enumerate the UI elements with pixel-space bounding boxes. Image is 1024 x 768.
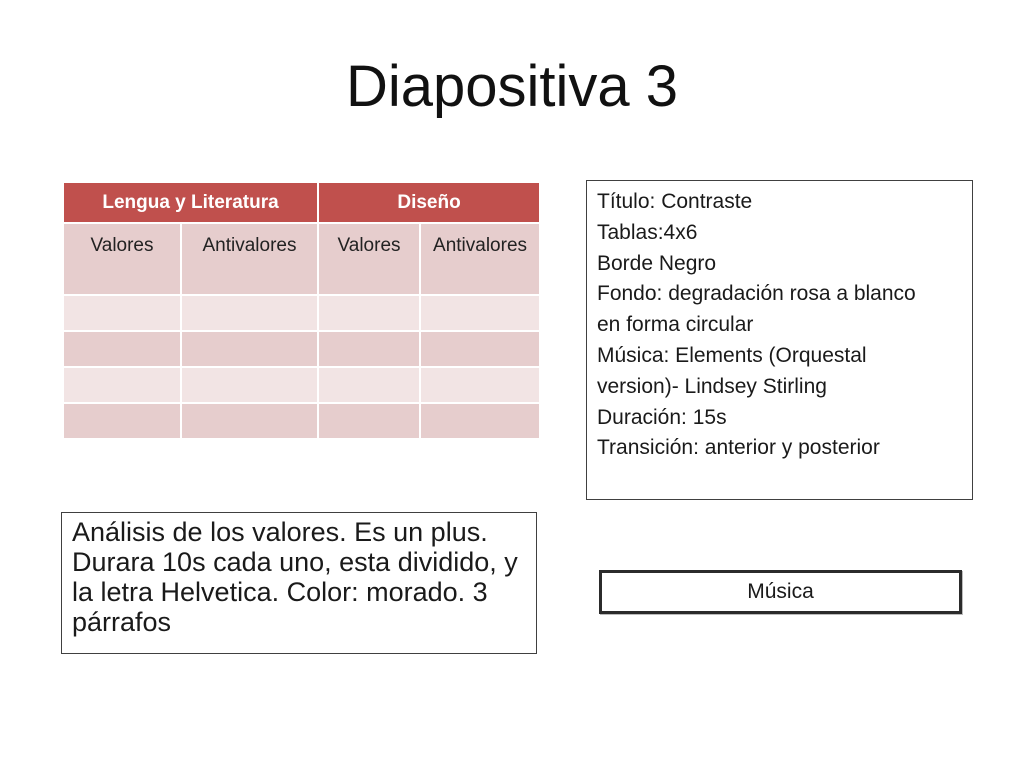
table-cell (63, 295, 181, 331)
subheader-cell: Antivalores (420, 223, 540, 295)
spec-border: Borde Negro (597, 251, 717, 275)
spec-background-cont: en forma circular (597, 313, 754, 337)
subheader-cell: Valores (63, 223, 181, 295)
spec-music-cont: version)- Lindsey Stirling (597, 374, 827, 398)
spec-tables: Tablas:4x6 (597, 220, 698, 244)
table-cell (420, 403, 540, 439)
header-diseno: Diseño (318, 182, 540, 223)
table-cell (318, 403, 420, 439)
table-row (63, 331, 540, 367)
table-cell (181, 331, 318, 367)
table-subheader-row (63, 223, 540, 295)
table-cell (63, 331, 181, 367)
table-cell (63, 367, 181, 403)
table-cell (420, 331, 540, 367)
table-cell (181, 367, 318, 403)
table-cell (63, 403, 181, 439)
table-cell (420, 367, 540, 403)
slide-specs-box (586, 180, 973, 500)
table-cell (318, 367, 420, 403)
table-cell (181, 295, 318, 331)
table-row (63, 367, 540, 403)
music-button-label: Música (747, 580, 814, 603)
table-row (63, 403, 540, 439)
subheader-cell: Valores (318, 223, 420, 295)
analysis-text-box (61, 512, 537, 654)
values-table (62, 181, 541, 440)
spec-duration: Duración: 15s (597, 405, 727, 429)
table-cell (181, 403, 318, 439)
music-button[interactable] (599, 570, 962, 614)
table-header-row (63, 182, 540, 223)
table-cell (420, 295, 540, 331)
spec-title: Título: Contraste (597, 190, 753, 213)
slide-title: Diapositiva 3 (345, 54, 679, 119)
spec-transition: Transición: anterior y posterior (597, 436, 880, 460)
analysis-text: Análisis de los valores. Es un plus. Durara 10s cada uno, esta dividido, y la letra Helvetica. Color: morado. 3 párrafos (72, 517, 518, 637)
table-cell (318, 331, 420, 367)
subheader-cell: Antivalores (181, 223, 318, 295)
table-row (63, 295, 540, 331)
table-cell (318, 295, 420, 331)
spec-background: Fondo: degradación rosa a blanco (597, 282, 916, 306)
spec-music: Música: Elements (Orquestal (597, 343, 867, 367)
header-lengua-literatura: Lengua y Literatura (63, 182, 318, 223)
